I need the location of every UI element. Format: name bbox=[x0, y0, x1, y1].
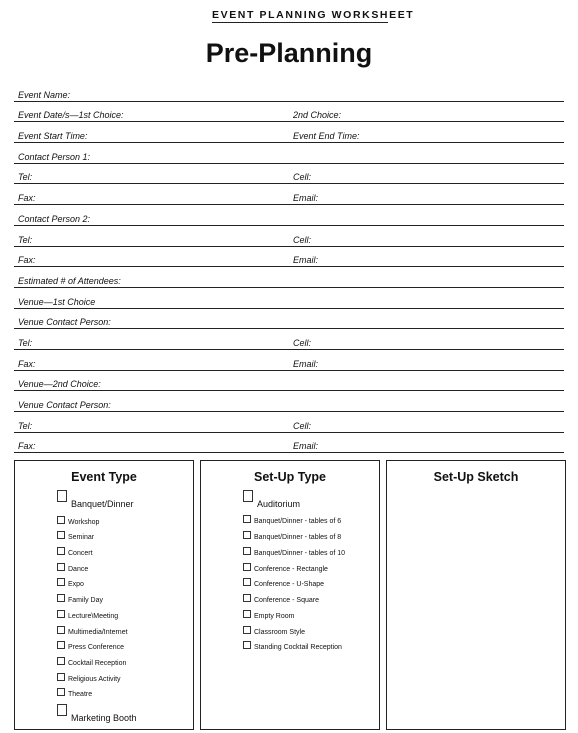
checkbox-icon[interactable] bbox=[57, 594, 65, 602]
field-label: Event Name: bbox=[18, 89, 71, 100]
field-label: Estimated # of Attendees: bbox=[18, 275, 121, 286]
event-details-form bbox=[14, 81, 564, 453]
checkbox-option[interactable] bbox=[243, 550, 345, 558]
checkbox-icon[interactable] bbox=[243, 515, 251, 523]
checkbox-option[interactable] bbox=[57, 566, 88, 574]
checkbox-option[interactable] bbox=[243, 629, 305, 637]
checkbox-icon[interactable] bbox=[57, 547, 65, 555]
checkbox-label: Seminar bbox=[68, 534, 95, 541]
checkbox-option[interactable] bbox=[243, 566, 328, 574]
form-row[interactable] bbox=[14, 226, 564, 247]
worksheet-kicker: EVENT PLANNING WORKSHEET bbox=[212, 9, 415, 21]
checkbox-icon[interactable] bbox=[243, 594, 251, 602]
checkbox-icon[interactable] bbox=[243, 578, 251, 586]
checkbox-option[interactable] bbox=[57, 581, 84, 589]
form-row[interactable] bbox=[14, 184, 564, 205]
field-label: Event Start Time: bbox=[18, 131, 88, 142]
form-row[interactable] bbox=[14, 164, 564, 185]
form-row[interactable] bbox=[14, 350, 564, 371]
field-label: Contact Person 1: bbox=[18, 151, 91, 162]
page-title: Pre-Planning bbox=[205, 38, 373, 68]
checkbox-option[interactable] bbox=[243, 644, 342, 652]
checkbox-option[interactable] bbox=[57, 597, 103, 605]
form-row[interactable] bbox=[14, 267, 564, 288]
field-label: Email: bbox=[293, 255, 319, 266]
checkbox-option[interactable] bbox=[57, 613, 118, 621]
field-label: Event End Time: bbox=[293, 131, 360, 142]
checkbox-icon[interactable] bbox=[243, 547, 251, 555]
checkbox-icon[interactable] bbox=[57, 531, 65, 539]
field-label: Email: bbox=[293, 358, 319, 369]
checkbox-label: Religious Activity bbox=[68, 676, 121, 683]
field-label: Event Date/s—1st Choice: bbox=[18, 110, 124, 121]
checkbox-icon[interactable] bbox=[243, 531, 251, 539]
form-row[interactable] bbox=[14, 433, 564, 454]
checkbox-icon[interactable] bbox=[57, 626, 65, 634]
checkbox-option[interactable] bbox=[57, 676, 121, 684]
checkbox-label: Banquet/Dinner - tables of 6 bbox=[254, 518, 342, 525]
checkbox-label: Empty Room bbox=[254, 613, 295, 620]
field-label: Fax: bbox=[18, 255, 36, 266]
checkbox-label: Auditorium bbox=[257, 499, 301, 509]
form-row[interactable] bbox=[14, 205, 564, 226]
field-label: Cell: bbox=[293, 337, 312, 348]
field-label: Venue—1st Choice bbox=[18, 296, 96, 307]
checkbox-label: Banquet/Dinner - tables of 10 bbox=[254, 550, 346, 557]
checkbox-label: Multimedia/Internet bbox=[68, 629, 128, 636]
form-row[interactable] bbox=[14, 309, 564, 330]
checkbox-option[interactable] bbox=[57, 629, 128, 637]
checkbox-icon[interactable] bbox=[57, 657, 65, 665]
checkbox-option[interactable] bbox=[243, 499, 300, 511]
field-label: Tel: bbox=[18, 234, 33, 245]
form-row[interactable] bbox=[14, 81, 564, 102]
checkbox-option[interactable] bbox=[243, 581, 324, 589]
checkbox-label: Concert bbox=[68, 550, 93, 557]
setup-sketch-title: Set-Up Sketch bbox=[433, 470, 519, 484]
checkbox-label: Conference - Square bbox=[254, 597, 319, 604]
checkbox-label: Conference - Rectangle bbox=[254, 566, 328, 573]
form-row[interactable] bbox=[14, 122, 564, 143]
checkbox-label: Conference - U-Shape bbox=[254, 581, 325, 588]
form-row[interactable] bbox=[14, 412, 564, 433]
setup-sketch-box[interactable] bbox=[386, 460, 566, 730]
event-type-box bbox=[14, 460, 194, 730]
checkbox-option[interactable] bbox=[57, 713, 137, 725]
field-label: 2nd Choice: bbox=[293, 110, 342, 121]
form-row[interactable] bbox=[14, 247, 564, 268]
setup-type-title: Set-Up Type bbox=[254, 470, 326, 484]
field-label: Cell: bbox=[293, 234, 312, 245]
field-label: Venue Contact Person: bbox=[18, 400, 111, 410]
checkbox-option[interactable] bbox=[243, 534, 341, 542]
checkbox-icon[interactable] bbox=[57, 578, 65, 586]
checkbox-icon[interactable] bbox=[57, 563, 65, 571]
checkbox-label: Dance bbox=[68, 566, 89, 573]
field-label: Tel: bbox=[18, 337, 33, 348]
form-row[interactable] bbox=[14, 391, 564, 412]
checkbox-option[interactable] bbox=[57, 519, 99, 527]
form-row[interactable] bbox=[14, 102, 564, 123]
checkbox-icon[interactable] bbox=[57, 688, 65, 696]
checkbox-icon[interactable] bbox=[57, 516, 65, 524]
checkbox-option[interactable] bbox=[243, 613, 294, 621]
checkbox-label: Expo bbox=[68, 581, 84, 588]
checkbox-option[interactable] bbox=[57, 499, 134, 511]
field-label: Cell: bbox=[293, 420, 312, 431]
checkbox-icon[interactable] bbox=[243, 610, 251, 618]
form-row[interactable] bbox=[14, 371, 564, 392]
field-label: Email: bbox=[293, 441, 319, 452]
form-row[interactable] bbox=[14, 329, 564, 350]
checkbox-label: Theatre bbox=[68, 691, 93, 698]
checkbox-option[interactable] bbox=[57, 534, 94, 542]
checkbox-option[interactable] bbox=[57, 691, 92, 699]
field-label: Tel: bbox=[18, 172, 33, 183]
checkbox-icon[interactable] bbox=[243, 563, 251, 571]
form-row[interactable] bbox=[14, 143, 564, 164]
checkbox-label: Banquet/Dinner bbox=[71, 499, 134, 509]
checkbox-icon[interactable] bbox=[57, 641, 65, 649]
checkbox-label: Press Conference bbox=[68, 644, 125, 651]
checkbox-option[interactable] bbox=[57, 644, 124, 652]
field-label: Venue—2nd Choice: bbox=[18, 379, 101, 390]
checkbox-icon[interactable] bbox=[57, 673, 65, 681]
checkbox-option[interactable] bbox=[243, 518, 341, 526]
field-label: Email: bbox=[293, 193, 319, 204]
field-label: Tel: bbox=[18, 420, 33, 431]
field-label: Fax: bbox=[18, 358, 36, 369]
checkbox-icon[interactable] bbox=[243, 490, 253, 502]
event-type-title: Event Type bbox=[71, 470, 137, 484]
checkbox-icon[interactable] bbox=[243, 626, 251, 634]
checkbox-label: Classroom Style bbox=[254, 629, 305, 636]
checkbox-icon[interactable] bbox=[57, 610, 65, 618]
checkbox-icon[interactable] bbox=[243, 641, 251, 649]
checkbox-option[interactable] bbox=[57, 550, 93, 558]
checkbox-label: Standing Cocktail Reception bbox=[254, 644, 342, 651]
checkbox-label: Workshop bbox=[68, 519, 100, 526]
checkbox-label: Lecture\Meeting bbox=[68, 613, 119, 620]
checkbox-option[interactable] bbox=[243, 597, 319, 605]
checkbox-label: Banquet/Dinner - tables of 8 bbox=[254, 534, 342, 541]
field-label: Contact Person 2: bbox=[18, 213, 91, 224]
checkbox-label: Family Day bbox=[68, 597, 104, 604]
checkbox-label: Cocktail Reception bbox=[68, 660, 127, 667]
checkbox-icon[interactable] bbox=[57, 704, 67, 716]
checkbox-icon[interactable] bbox=[57, 490, 67, 502]
field-label: Cell: bbox=[293, 172, 312, 183]
field-label: Fax: bbox=[18, 441, 36, 452]
field-label: Fax: bbox=[18, 193, 36, 204]
setup-type-box bbox=[200, 460, 380, 730]
checkbox-option[interactable] bbox=[57, 660, 126, 668]
checkbox-label: Marketing Booth bbox=[71, 713, 137, 723]
field-label: Venue Contact Person: bbox=[18, 317, 111, 328]
form-row[interactable] bbox=[14, 288, 564, 309]
